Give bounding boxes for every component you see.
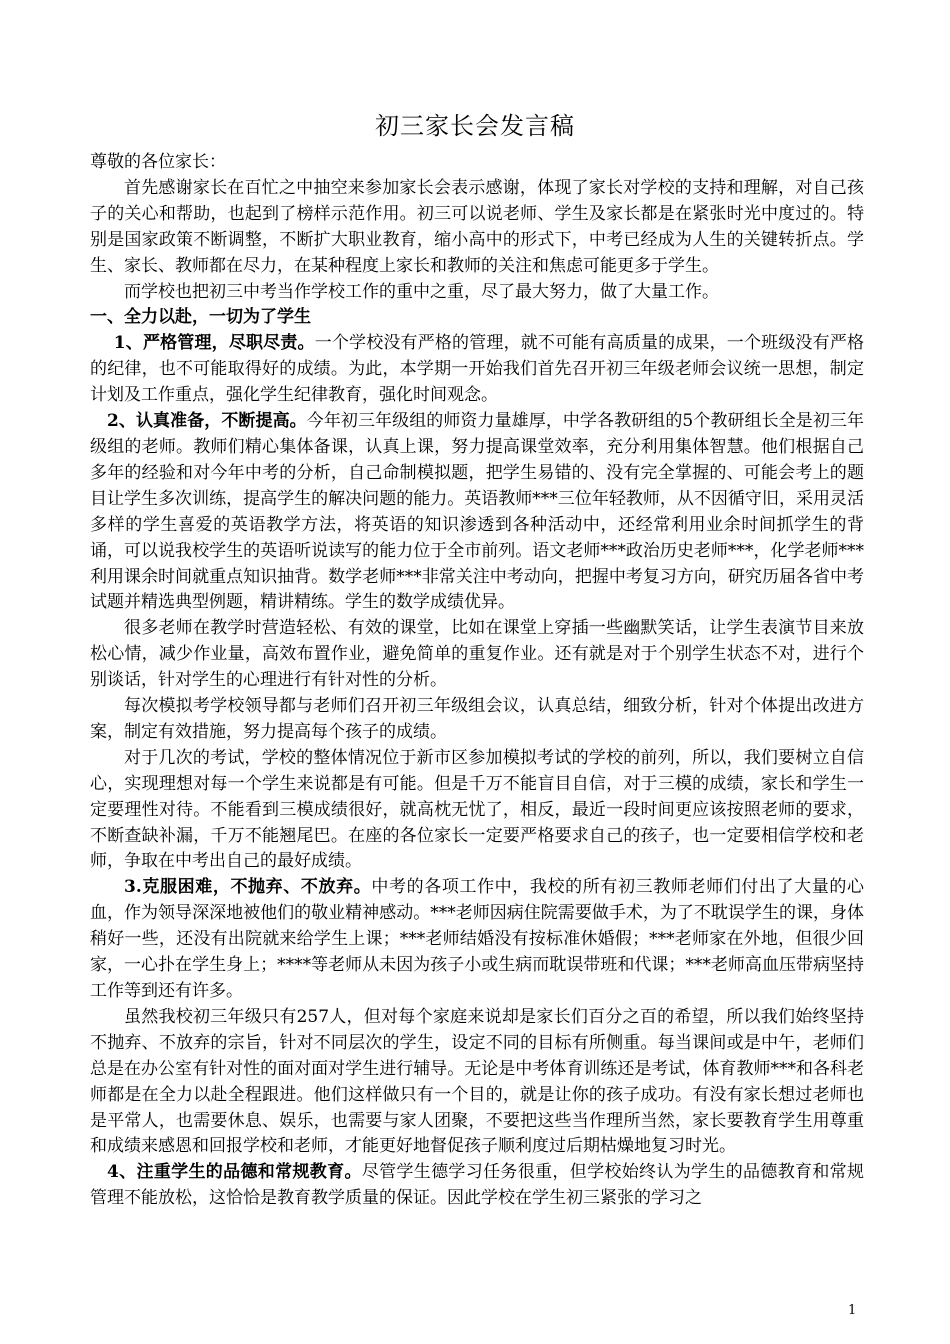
text-strict-management: 一个学校没有严格的管理，就不可能有高质量的成果，一个班级没有严格的纪律，也不可能取得好的成绩。为此，本学期一开始我们首先召开初三年级老师会议统一思想，制定计划及工作重点，强化学生纪律教育，强化时间观念。 xyxy=(90,333,865,406)
document-body xyxy=(90,150,864,1212)
text-moral-education: 尽管学生德学习任务很重，但学校始终认为学生的品德教育和常规管理不能放松，这恰恰是教育教学质量的保证。因此学校在学生初三紧张的学习之 xyxy=(90,1162,865,1209)
subheading-strict-management: 1、严格管理，尽职尽责。 xyxy=(113,333,315,354)
paragraph-careful-preparation xyxy=(90,409,864,616)
paragraph-never-give-up: 虽然我校初三年级只有257人，但对每个家庭来说却是家长们百分之百的希望，所以我们始终坚持不抛弃、不放弃的宗旨，针对不同层次的学生，设定不同的目标有所侧重。每当课间或是中午，老师们总是在办公室有针对性的面对面对学生进行辅导。无论是中考体育训练还是考试，体育教师***和各科老师都是在全力以赴全程跟进。他们这样做只有一个目的，就是让你的孩子成功。有没有家长想过老师也是平常人，也需要休息、娱乐，也需要与家人团聚，不要把这些当作理所当然，家长要教育学生用尊重和成绩来感恩和回报学校和老师，才能更好地督促孩子顺利度过后期枯燥地复习时光。 xyxy=(90,1006,864,1157)
paragraph-mock-exam-review: 每次模拟考学校领导都与老师们召开初三年级组会议，认真总结，细致分析，针对个体提出改进方案，制定有效措施，努力提高每个孩子的成绩。 xyxy=(90,696,864,742)
subheading-moral-education: 4、注重学生的品德和常规教育。 xyxy=(107,1162,362,1183)
subheading-overcome-difficulties: 3.克服困难，不抛弃、不放弃。 xyxy=(124,877,372,898)
paragraph-relaxed-classroom: 很多老师在教学时营造轻松、有效的课堂，比如在课堂上穿插一些幽默笑话，让学生表演节目来放松心情，减少作业量，高效布置作业，避免简单的重复作业。还有就是对于个别学生状态不对，进行个别谈话，针对学生的心理进行有针对性的分析。 xyxy=(90,618,864,691)
paragraph-exam-confidence: 对于几次的考试，学校的整体情况位于新市区参加模拟考试的学校的前列，所以，我们要树立自信心，实现理想对每一个学生来说都是有可能。但是千万不能盲目自信，对于三模的成绩，家长和学生一定要理性对待。不能看到三模成绩很好，就高枕无忧了，相反，最近一段时间更应该按照老师的要求，不断查缺补漏，千万不能翘尾巴。在座的各位家长一定要严格要求自己的孩子，也一定要相信学校和老师，争取在中考出自己的最好成绩。 xyxy=(90,747,864,872)
subheading-careful-preparation: 2、认真准备，不断提高。 xyxy=(107,411,307,432)
page-number: 1 xyxy=(848,1303,857,1318)
document-title: 初三家长会发言稿 xyxy=(375,112,575,140)
paragraph-overcome-difficulties xyxy=(90,875,864,1005)
salutation: 尊敬的各位家长： xyxy=(90,152,226,172)
paragraph-strict-management xyxy=(90,331,864,409)
paragraph-intro: 首先感谢家长在百忙之中抽空来参加家长会表示感谢，体现了家长对学校的支持和理解，对自己孩子的关心和帮助，也起到了榜样示范作用。初三可以说老师、学生及家长都是在紧张时光中度过的。特别是国家政策不断调整，不断扩大职业教育，缩小高中的形式下，中考已经成为人生的关键转折点。学生、家长、教师都在尽力，在某种程度上家长和教师的关注和焦虑可能更多于学生。 xyxy=(90,177,864,276)
text-overcome-difficulties: 中考的各项工作中，我校的所有初三教师老师们付出了大量的心血，作为领导深深地被他们的敬业精神感动。***老师因病住院需要做手术，为了不耽误学生的课，身体稍好一些，还没有出院就来给学生上课；***老师结婚没有按标准休婚假；***老师家在外地，但很少回家，一心扑在学生身上；****等老师从未因为孩子小或生病而耽误带班和代课；***老师高血压带病坚持工作等到还有许多。 xyxy=(90,877,865,1001)
text-careful-preparation: 今年初三年级组的师资力量雄厚，中学各教研组的5个教研组长全是初三年级组的老师。教师们精心集体备课，认真上课，努力提高课堂效率，充分利用集体智慧。他们根据自己多年的经验和对今年中考的分析，自己命制模拟题，把学生易错的、没有完全掌握的、可能会考上的题目让学生多次训练，提高学生的解决问题的能力。英语教师***三位年轻教师，从不因循守旧，采用灵活多样的学生喜爱的英语教学方法，将英语的知识渗透到各种活动中，还经常利用业余时间抓学生的背诵，可以说我校学生的英语听说读写的能力位于全市前列。语文老师***政治历史老师***，化学老师***利用课余时间就重点知识抽背。数学老师***非常关注中考动向，把握中考复习方向，研究历届各省中考试题并精选典型例题，精讲精练。学生的数学成绩优异。 xyxy=(90,411,864,613)
paragraph-school-effort: 而学校也把初三中考当作学校工作的重中之重，尽了最大努力，做了大量工作。 xyxy=(124,281,719,302)
paragraph-moral-education xyxy=(90,1160,864,1212)
section-heading-1: 一、全力以赴，一切为了学生 xyxy=(90,307,311,328)
